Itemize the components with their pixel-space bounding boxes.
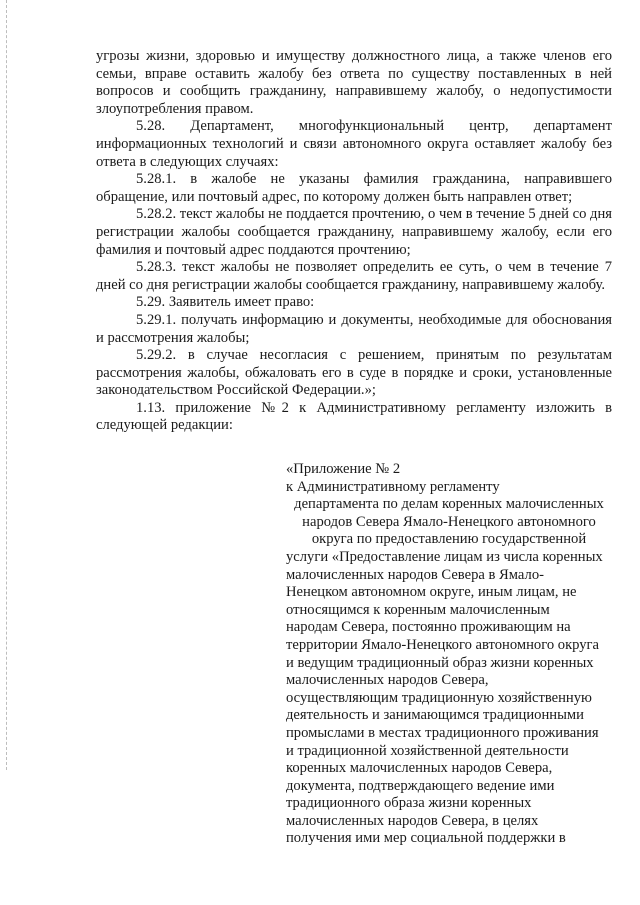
appendix-line: и ведущим традиционный образ жизни коренных: [286, 654, 594, 671]
appendix-line: промыслами в местах традиционного проживания: [286, 724, 599, 741]
appendix-line: малочисленных народов Севера,: [286, 672, 489, 689]
appendix-line: департамента по делам коренных малочисленных: [294, 496, 604, 513]
appendix-line: получения ими мер социальной поддержки в: [286, 830, 566, 847]
appendix-line: малочисленных народов Севера, в целях: [286, 812, 539, 829]
appendix-line: деятельность и занимающимся традиционными: [286, 707, 584, 724]
appendix-line: осуществляющим традиционную хозяйственную: [286, 689, 592, 706]
appendix-line: народов Севера Ямало-Ненецкого автономного: [302, 513, 596, 530]
paragraph: 5.28. Департамент, многофункциональный центр, департамент информационных технологий и связи автономного округа оставляет жалобу без ответа в следующих случаях:: [96, 118, 612, 170]
appendix-line: Ненецком автономном округе, иным лицам, не: [286, 584, 577, 601]
appendix-line: документа, подтверждающего ведение ими: [286, 777, 555, 794]
appendix-line: коренных малочисленных народов Севера,: [286, 760, 553, 777]
appendix-line: и традиционной хозяйственной деятельности: [286, 742, 569, 759]
appendix-line: народам Севера, постоянно проживающим на: [286, 619, 571, 636]
paragraph: угрозы жизни, здоровью и имуществу должностного лица, а также членов его семьи, вправе оставить жалобу без ответа по существу поставленных в ней вопросов и сообщить гражданину, направившему жалобу, о недопустимости злоупотребления правом.: [96, 48, 612, 117]
scan-margin-line: [6, 0, 7, 770]
appendix-line: округа по предоставлению государственной: [311, 531, 587, 548]
appendix-line: малочисленных народов Севера в Ямало-: [286, 566, 544, 583]
paragraph: 5.29.1. получать информацию и документы, необходимые для обоснования и рассмотрения жалобы;: [96, 311, 612, 346]
paragraph: 5.28.1. в жалобе не указаны фамилия гражданина, направившего обращение, или почтовый адрес, по которому должен быть направлен ответ;: [96, 171, 612, 205]
paragraph: 5.29. Заявитель имеет право:: [136, 294, 315, 311]
appendix-line: к Административному регламенту: [286, 478, 500, 495]
paragraph: 1.13. приложение №2 к Административному регламенту изложить в следующей редакции:: [96, 399, 612, 434]
appendix-line: услуги «Предоставление лицам из числа коренных: [286, 548, 603, 565]
appendix-line: территории Ямало-Ненецкого автономного округа: [286, 636, 600, 653]
body-text: [96, 48, 612, 435]
appendix-line: традиционного образа жизни коренных: [286, 795, 532, 812]
appendix-heading-block: [286, 461, 612, 848]
paragraph: 5.29.2. в случае несогласия с решением, принятым по результатам рассмотрения жалобы, обжаловать его в суде в порядке и сроки, установленные законодательством Российской Федерации.»;: [96, 347, 612, 399]
paragraph: 5.28.3. текст жалобы не позволяет определить ее суть, о чем в течение 7 дней со дня регистрации жалобы сообщается гражданину, направившему жалобу.: [96, 259, 612, 293]
paragraph: 5.28.2. текст жалобы не поддается прочтению, о чем в течение 5 дней со дня регистрации жалобы сообщается гражданину, направившему жалобу, если его фамилия и почтовый адрес поддаются прочтению;: [96, 206, 612, 258]
appendix-title: «Приложение № 2: [286, 461, 401, 477]
appendix-line: относящимся к коренным малочисленным: [286, 601, 550, 618]
